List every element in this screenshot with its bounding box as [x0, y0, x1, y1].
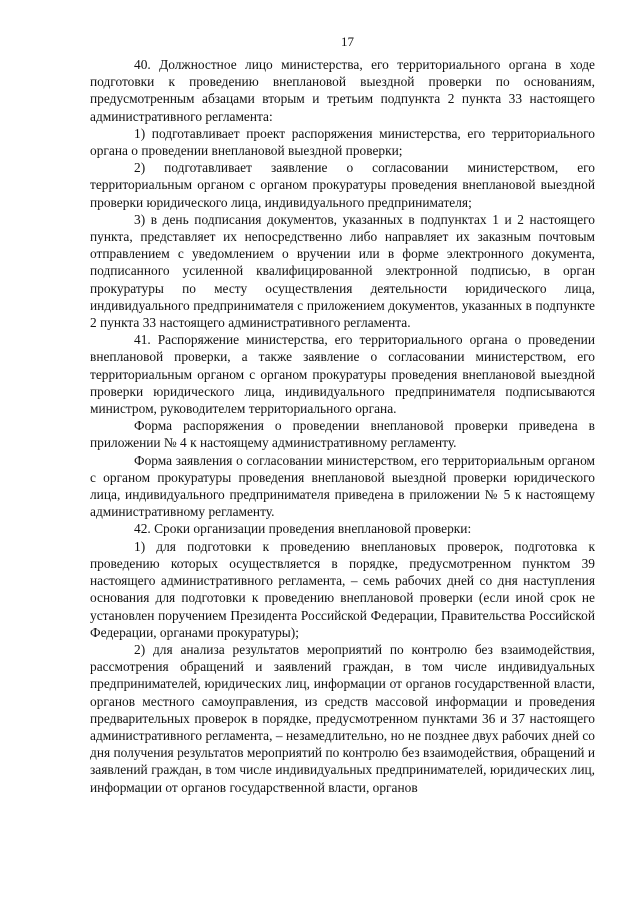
paragraph-41-form-order: Форма распоряжения о проведении внеплановой проверки приведена в приложении № 4 к настоящему административному регламенту. — [90, 418, 595, 451]
paragraph-42-2: 2) для анализа результатов мероприятий по контролю без взаимодействия, рассмотрения обращений и заявлений граждан, в том числе индивидуальных предпринимателей, юридических лиц, информации от органов государственной власти, органов местного самоуправления, из средств массовой информации и проведения предварительных проверок в порядке, предусмотренном пунктами 36 и 37 настоящего административного регламента, – незамедлительно, но не позднее двух рабочих дней со дня получения результатов мероприятий по контролю без взаимодействия, обращений и заявлений граждан, в том числе индивидуальных предпринимателей, юридических лиц, информации от органов государственной власти, органов — [90, 641, 595, 795]
paragraph-42: 42. Сроки организации проведения внеплановой проверки: — [134, 521, 472, 537]
paragraph-40-2: 2) подготавливает заявление о согласовании министерством, его территориальным органом с органом прокуратуры проведения внеплановой выездной проверки юридического лица, индивидуального предпринимателя; — [90, 160, 595, 210]
paragraph-42-1: 1) для подготовки к проведению внеплановых проверок, подготовка к проведению которых осуществляется в порядке, предусмотренном пунктом 39 настоящего административного регламента, – семь рабочих дней со дня наступления основания для подготовки к проведению внеплановой проверки (если иной срок не установлен поручением Президента Российской Федерации, Правительства Российской Федерации, органами прокуратуры); — [90, 538, 595, 640]
paragraph-40-1: 1) подготавливает проект распоряжения министерства, его территориального органа о проведении внеплановой выездной проверки; — [90, 125, 595, 159]
paragraph-41: 41. Распоряжение министерства, его территориального органа о проведении внеплановой проверки, а также заявление о согласовании министерством, его территориальным органом с органом прокуратуры проведения внеплановой выездной проверки юридического лица, индивидуального предпринимателя подписываются министром, руководителем территориального органа. — [90, 332, 595, 417]
paragraph-40-3: 3) в день подписания документов, указанных в подпунктах 1 и 2 настоящего пункта, представляет их непосредственно либо направляет их заказным почтовым отправлением с уведомлением о вручении или в форме электронного документа, подписанного усиленной квалифицированной электронной подписью, в орган прокуратуры по месту осуществления деятельности юридического лица, индивидуального предпринимателя с приложением документов, указанных в подпункте 2 пункта 33 настоящего административного регламента. — [90, 211, 595, 331]
paragraph-41-form-application: Форма заявления о согласовании министерством, его территориальным органом с органом прокуратуры проведения внеплановой выездной проверки юридического лица, индивидуального предпринимателя приведена в приложении № 5 к настоящему административному регламенту. — [90, 452, 595, 520]
page-number: 17 — [341, 34, 354, 49]
paragraph-40: 40. Должностное лицо министерства, его территориального органа в ходе подготовки к проведению внеплановой выездной проверки по основаниям, предусмотренным абзацами вторым и третьим подпункта 2 пункта 33 настоящего административного регламента: — [90, 57, 595, 124]
